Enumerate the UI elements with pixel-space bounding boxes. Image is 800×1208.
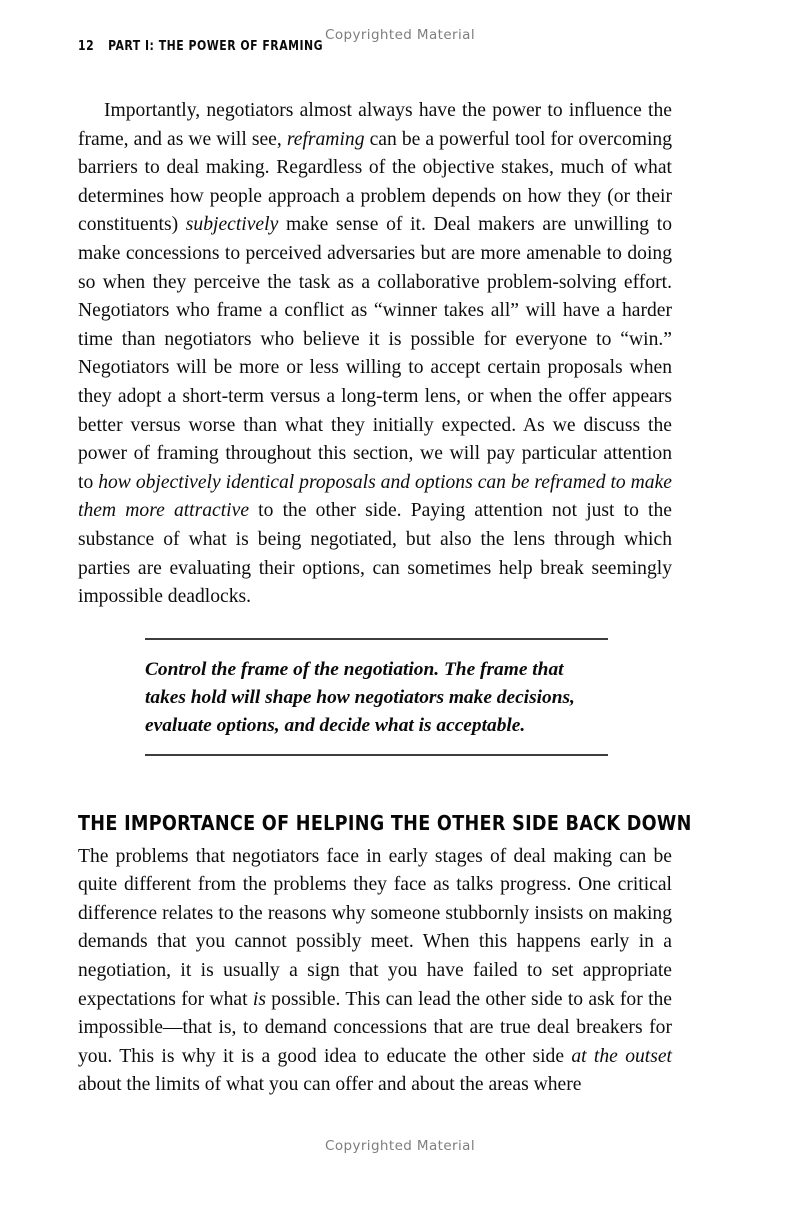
paragraph-one-segment-2: can be a powerful tool for overcoming barriers to deal making. Regardless of the objective stakes, much of what determines how people approach a problem depends on how they (or their constituents) bbox=[78, 128, 672, 236]
paragraph-two-segment-2: possible. This can lead the other side to ask for the impossible—that is, to demand concessions that are true deal breakers for you. This is why it is a good idea to educate the other side bbox=[78, 988, 673, 1067]
running-head bbox=[78, 39, 323, 54]
paragraph-two-segment-1: The problems that negotiators face in early stages of deal making can be quite different from the problems they face as talks progress. One critical difference relates to the reasons why someone stubbornly insists on making demands that you cannot possibly meet. When this happens early in a negotiation, it is usually a sign that you have failed to set appropriate expectations for what bbox=[78, 845, 672, 1010]
pull-quote-box bbox=[145, 638, 608, 756]
paragraph-one-segment-3: make sense of it. Deal makers are unwilling to make concessions to perceived adversaries but are more amenable to doing so when they perceive the task as a collaborative problem-solving effort. Negotiators who frame a conflict as “winner takes all” will have a harder time than negotiators who believe it is possible for everyone to “win.” Negotiators will be more or less willing to accept certain proposals when they adopt a short-term versus a long-term lens, or when the offer appears better versus worse than what they initially expected. As we discuss the power of framing throughout this section, we will pay particular attention to bbox=[78, 214, 673, 493]
section-heading: THE IMPORTANCE OF HELPING THE OTHER SIDE BACK DOWN bbox=[78, 810, 692, 835]
paragraph-two bbox=[78, 843, 672, 1100]
copyright-watermark-top: Copyrighted Material bbox=[325, 27, 475, 43]
paragraph-two-segment-3: about the limits of what you can offer and about the areas where bbox=[78, 1074, 582, 1096]
paragraph-one-italic-subjectively: subjectively bbox=[185, 214, 279, 236]
paragraph-one-italic-reframed-phrase: how objectively identical proposals and options can be reframed to make them more attractive bbox=[78, 471, 672, 522]
paragraph-one-segment-4: to the other side. Paying attention not just to the substance of what is being negotiated, but also the lens through which parties are evaluating their options, can sometimes help break seemingly impossible deadlocks. bbox=[78, 500, 672, 608]
page-number: 12 bbox=[78, 39, 95, 54]
copyright-watermark-bottom: Copyrighted Material bbox=[325, 1138, 475, 1154]
pull-quote-text: Control the frame of the negotiation. The frame that takes hold will shape how negotiators make decisions, evaluate options, and decide what is acceptable. bbox=[145, 658, 575, 736]
paragraph-one-italic-reframing: reframing bbox=[286, 128, 365, 150]
paragraph-two-italic-is: is bbox=[252, 988, 266, 1010]
running-head-title: PART I: THE POWER OF FRAMING bbox=[108, 39, 324, 54]
paragraph-one-segment-1: Importantly, negotiators almost always have the power to influence the frame, and as we will see, bbox=[78, 100, 672, 150]
text-column bbox=[78, 97, 692, 1100]
paragraph-two-italic-at-the-outset: at the outset bbox=[571, 1045, 672, 1067]
paragraph-one bbox=[78, 97, 672, 612]
